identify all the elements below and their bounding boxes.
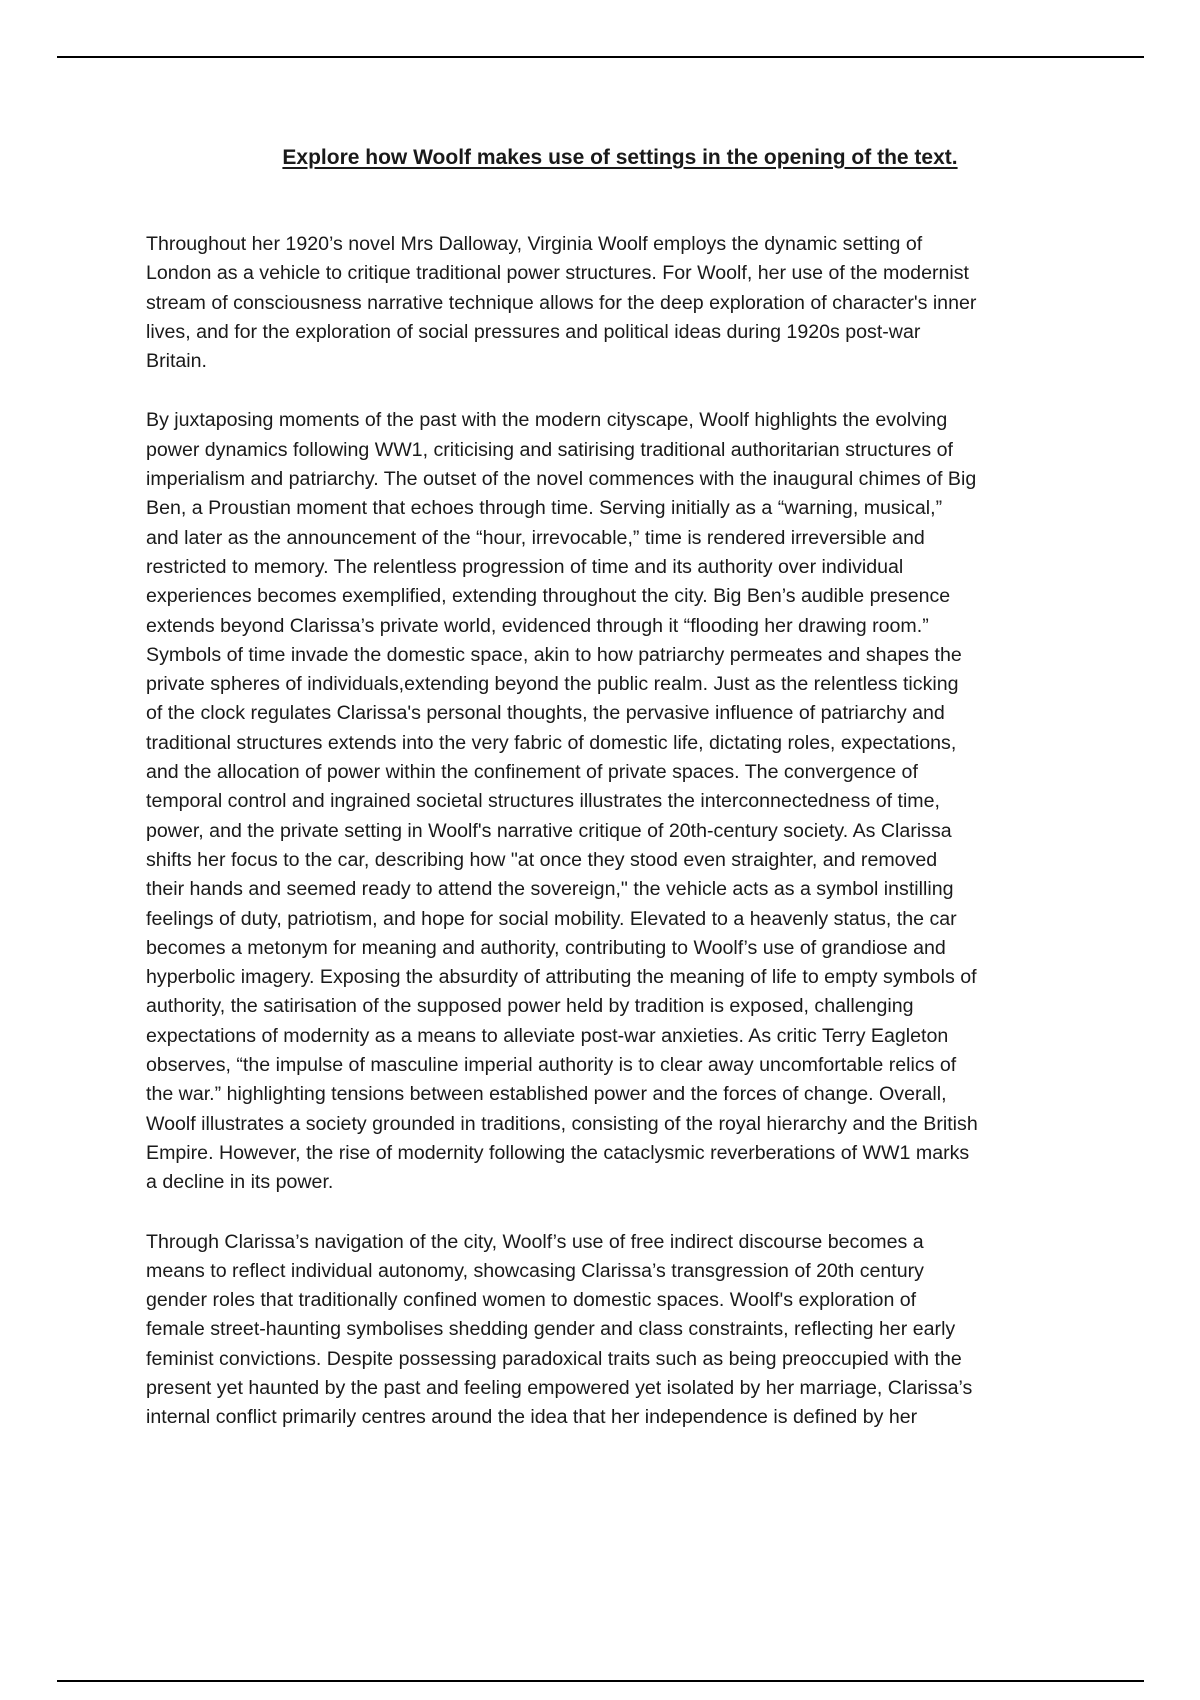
text-line: By juxtaposing moments of the past with the modern cityscape, Woolf highlights the evolving [146, 409, 948, 432]
text-line: Britain. [146, 350, 207, 373]
text-line: Woolf illustrates a society grounded in traditions, consisting of the royal hierarchy and the British [146, 1112, 978, 1135]
text-line: stream of consciousness narrative technique allows for the deep exploration of character's inner [146, 291, 977, 314]
text-line: internal conflict primarily centres around the idea that her independence is defined by her [146, 1406, 918, 1429]
text-line: temporal control and ingrained societal structures illustrates the interconnectedness of time, [146, 790, 940, 813]
text-line: shifts her focus to the car, describing how "at once they stood even straighter, and removed [146, 848, 938, 871]
text-line: their hands and seemed ready to attend the sovereign," the vehicle acts as a symbol instilling [146, 878, 954, 901]
text-line: a decline in its power. [146, 1171, 334, 1194]
text-line: lives, and for the exploration of social pressures and political ideas during 1920s post-war [146, 320, 921, 343]
text-line: of the clock regulates Clarissa's personal thoughts, the pervasive influence of patriarchy and [146, 702, 945, 725]
text-line: observes, “the impulse of masculine imperial authority is to clear away uncomfortable relics of [146, 1054, 957, 1077]
text-line: authority, the satirisation of the supposed power held by tradition is exposed, challenging [146, 995, 914, 1018]
text-line: and later as the announcement of the “hour, irrevocable,” time is rendered irreversible and [146, 526, 925, 549]
text-line: the war.” highlighting tensions between established power and the forces of change. Overall, [146, 1083, 947, 1106]
paragraph-3 [146, 1228, 1096, 1433]
text-line: means to reflect individual autonomy, showcasing Clarissa’s transgression of 20th century [146, 1259, 924, 1282]
text-line: Symbols of time invade the domestic space, akin to how patriarchy permeates and shapes the [146, 643, 962, 666]
paragraph-2 [146, 406, 1096, 1197]
text-line: imperialism and patriarchy. The outset of the novel commences with the inaugural chimes of Big [146, 468, 977, 491]
text-line: Through Clarissa’s navigation of the city, Woolf’s use of free indirect discourse becomes a [146, 1230, 924, 1253]
text-line: expectations of modernity as a means to alleviate post-war anxieties. As critic Terry Eagleton [146, 1024, 949, 1047]
text-line: London as a vehicle to critique traditional power structures. For Woolf, her use of the modernist [146, 262, 969, 285]
text-line: Ben, a Proustian moment that echoes through time. Serving initially as a “warning, musical,” [146, 497, 943, 520]
text-line: experiences becomes exemplified, extending throughout the city. Big Ben’s audible presence [146, 585, 951, 608]
text-line: present yet haunted by the past and feeling empowered yet isolated by her marriage, Clarissa’s [146, 1376, 973, 1399]
text-line: Throughout her 1920’s novel Mrs Dalloway, Virginia Woolf employs the dynamic setting of [146, 233, 923, 255]
text-line: traditional structures extends into the very fabric of domestic life, dictating roles, expectations, [146, 731, 957, 754]
essay-body [146, 230, 1096, 1463]
text-line: feminist convictions. Despite possessing paradoxical traits such as being preoccupied with the [146, 1347, 962, 1370]
top-rule [57, 56, 1144, 58]
text-line: restricted to memory. The relentless progression of time and its authority over individual [146, 555, 904, 578]
bottom-rule [57, 1680, 1144, 1682]
text-line: and the allocation of power within the confinement of private spaces. The convergence of [146, 761, 918, 784]
text-line: hyperbolic imagery. Exposing the absurdity of attributing the meaning of life to empty symbols of [146, 966, 977, 989]
text-line: Empire. However, the rise of modernity following the cataclysmic reverberations of WW1 marks [146, 1141, 970, 1164]
text-line: feelings of duty, patriotism, and hope for social mobility. Elevated to a heavenly status, the car [146, 907, 957, 930]
text-line: becomes a metonym for meaning and authority, contributing to Woolf’s use of grandiose and [146, 936, 946, 959]
text-line: female street-haunting symbolises shedding gender and class constraints, reflecting her early [146, 1318, 956, 1341]
paragraph-1 [146, 230, 1096, 376]
text-line: power dynamics following WW1, criticising and satirising traditional authoritarian structures of [146, 438, 953, 461]
essay-title: Explore how Woolf makes use of settings in the opening of the text. [282, 146, 958, 169]
text-line: private spheres of individuals,extending beyond the public realm. Just as the relentless ticking [146, 673, 959, 696]
text-line: power, and the private setting in Woolf's narrative critique of 20th-century society. As Clarissa [146, 819, 952, 842]
text-line: gender roles that traditionally confined women to domestic spaces. Woolf's exploration of [146, 1289, 917, 1312]
text-line: extends beyond Clarissa’s private world, evidenced through it “flooding her drawing room.” [146, 614, 929, 637]
